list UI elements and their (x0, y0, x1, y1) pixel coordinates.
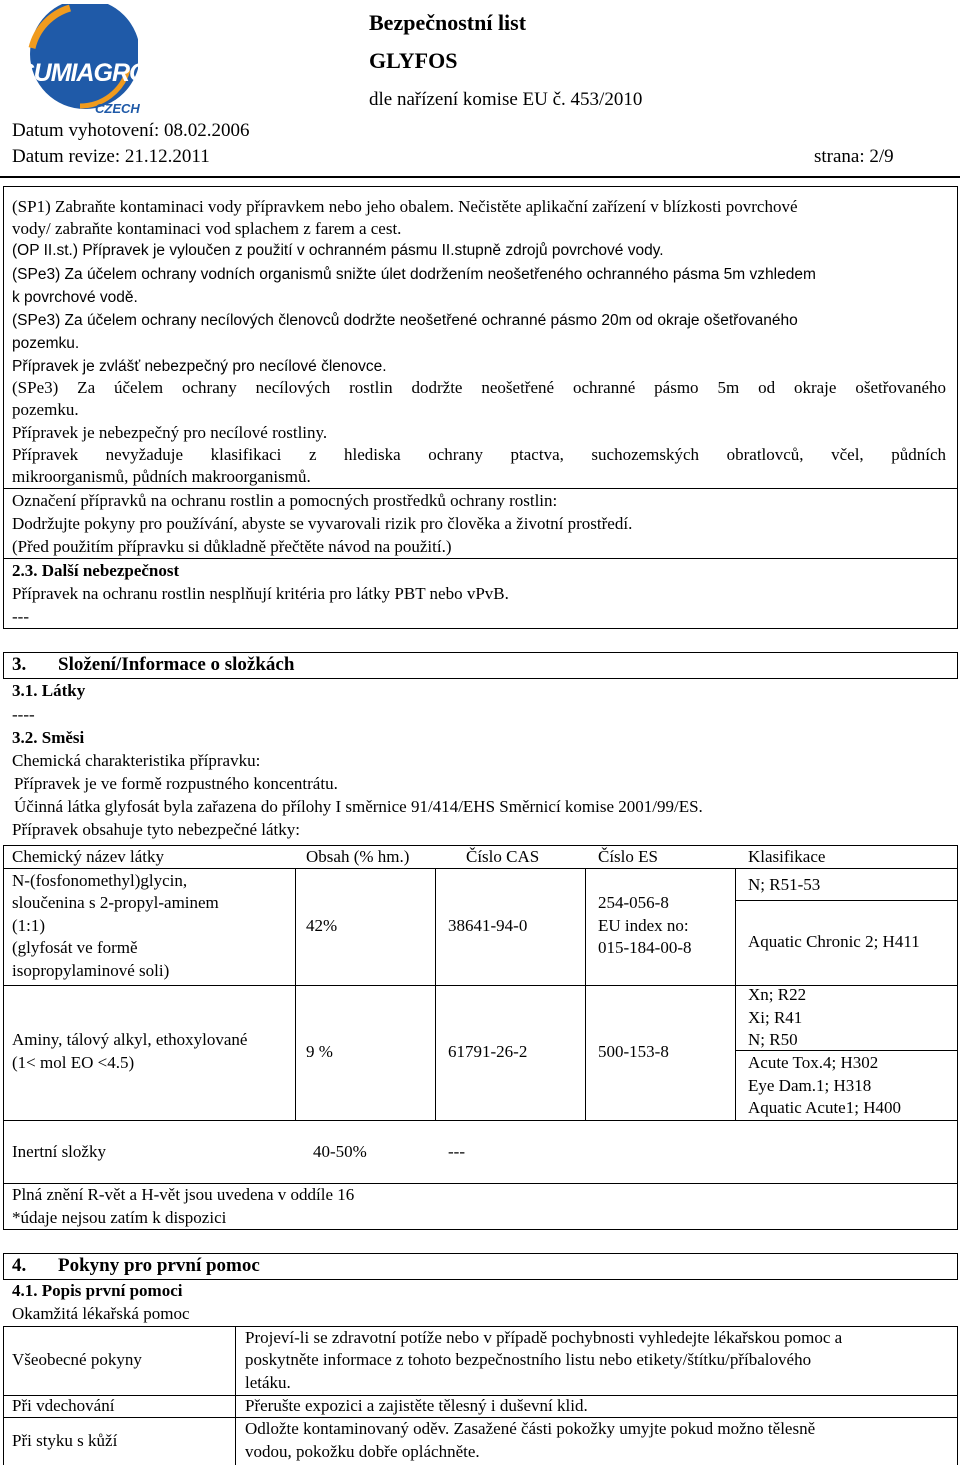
document-title: Bezpečnostní list (369, 10, 527, 35)
section4-number: 4. (12, 1255, 27, 1276)
text-line: Přípravek obsahuje tyto nebezpečné látky: (12, 820, 300, 839)
product-name: GLYFOS (369, 48, 458, 73)
text-line: Přípravek je ve formě rozpustného koncentrátu. (14, 774, 338, 793)
text-line: Účinná látka glyfosát byla zařazena do přílohy I směrnice 91/414/EHS Směrnicí komise 2001/99/ES. (14, 797, 703, 816)
header-divider (0, 176, 960, 178)
table-rule (957, 1326, 958, 1465)
text-line: (SP1) Zabraňte kontaminaci vody přípravkem nebo jeho obalem. Nečistěte aplikační zařízení v blízkosti povrchové (12, 197, 798, 216)
company-logo (10, 4, 148, 119)
subsection-heading: 3.2. Směsi (12, 728, 85, 747)
table-cell: (1< mol EO <4.5) (12, 1053, 135, 1072)
table-cell: 500-153-8 (598, 1042, 669, 1061)
table-rule (957, 845, 958, 1229)
table-cell: 42% (306, 916, 338, 935)
table-cell: 38641-94-0 (448, 916, 528, 935)
table-cell: 9 % (306, 1042, 333, 1061)
first-aid-text: Projeví-li se zdravotní potíže nebo v případě pochybnosti vyhledejte lékařskou pomoc a (245, 1328, 843, 1347)
table-note: Plná znění R-vět a H-vět jsou uvedena v oddíle 16 (12, 1185, 355, 1204)
table-note: *údaje nejsou zatím k dispozici (12, 1208, 227, 1227)
text-line: pozemku. (12, 335, 80, 352)
table-cell: N; R50 (748, 1030, 798, 1049)
table-cell: (1:1) (12, 916, 46, 935)
section4-title: Pokyny pro první pomoc (58, 1255, 260, 1276)
table-cell: Aminy, tálový alkyl, ethoxylované (12, 1030, 248, 1049)
text-line: Označení přípravků na ochranu rostlin a pomocných prostředků ochrany rostlin: (12, 491, 558, 510)
text-line: (SPe3) Za účelem ochrany necílových členovců dodržte neošetřené ochranné pásmo 20m od okraje ošetřovaného (12, 312, 798, 329)
first-aid-label: Při vdechování (12, 1396, 115, 1415)
text-line: mikroorganismů, půdních makroorganismů. (12, 467, 311, 486)
subsection-heading: 3.1. Látky (12, 681, 86, 700)
text-line: k povrchové vodě. (12, 289, 138, 306)
text-line: (OP II.st.) Přípravek je vyloučen z použití v ochranném pásmu II.stupně zdrojů povrchové vody. (12, 242, 664, 259)
subsection-heading: 2.3. Další nebezpečnost (12, 561, 180, 580)
text-line: Přípravek na ochranu rostlin nesplňují kritéria pro látky PBT nebo vPvB. (12, 584, 509, 603)
table-rule (585, 868, 586, 1120)
text-line: ---- (12, 705, 35, 724)
text-line: (SPe3) Za účelem ochrany necílových rostlin dodržte neošetřené ochranné pásmo 5m od okraje ošetřovaného (12, 378, 946, 397)
table-cell: Xn; R22 (748, 985, 807, 1004)
table-cell: Aquatic Acute1; H400 (748, 1098, 901, 1117)
text-line: Okamžitá lékařská pomoc (12, 1304, 190, 1323)
table-rule (735, 868, 736, 1120)
first-aid-text: Přerušte expozici a zajistěte tělesný i duševní klid. (245, 1396, 588, 1415)
text-line: Přípravek je nebezpečný pro necílové rostliny. (12, 423, 328, 442)
logo-text: SUMIAGRO (18, 59, 148, 87)
text-line: (Před použitím přípravku si důkladně přečtěte návod na použití.) (12, 537, 452, 556)
text-line: --- (12, 607, 29, 626)
table-rule (3, 845, 4, 1229)
table-header: Číslo CAS (466, 847, 540, 866)
table-cell: Xi; R41 (748, 1008, 803, 1027)
table-rule (235, 1326, 236, 1465)
first-aid-text: letáku. (245, 1373, 291, 1392)
table-rule (295, 868, 296, 1120)
table-cell: isopropylaminové soli) (12, 961, 170, 980)
table-header: Klasifikace (748, 847, 826, 866)
first-aid-text: Odložte kontaminovaný oděv. Zasažené části pokožky umyjte pokud možno tělesně (245, 1419, 816, 1438)
first-aid-text: vodou, pokožku dobře opláchněte. (245, 1442, 480, 1461)
section3-number: 3. (12, 654, 27, 675)
section2-divider (3, 558, 958, 559)
table-rule (3, 1326, 4, 1465)
table-cell: Eye Dam.1; H318 (748, 1076, 872, 1095)
regulation: dle nařízení komise EU č. 453/2010 (369, 89, 643, 110)
first-aid-label: Při styku s kůží (12, 1431, 118, 1450)
table-rule (3, 1120, 958, 1121)
table-cell: N; R51-53 (748, 875, 821, 894)
text-line: Chemická charakteristika přípravku: (12, 751, 261, 770)
table-cell: N-(fosfonomethyl)glycin, (12, 871, 188, 890)
table-cell: Aquatic Chronic 2; H411 (748, 932, 920, 951)
table-cell: Acute Tox.4; H302 (748, 1053, 879, 1072)
table-header: Číslo ES (598, 847, 658, 866)
table-cell: sloučenina s 2-propyl-aminem (12, 893, 219, 912)
first-aid-text: poskytněte informace z tohoto bezpečnostního listu nebo etikety/štítku/příbalového (245, 1350, 812, 1369)
table-header: Obsah (% hm.) (306, 847, 410, 866)
table-cell: (glyfosát ve formě (12, 938, 138, 957)
logo-subtext: CZECH (95, 101, 140, 116)
table-cell: Inertní složky (12, 1142, 106, 1161)
text-line: Dodržujte pokyny pro používání, abyste se vyvarovali rizik pro člověka a životní prostředí. (12, 514, 633, 533)
text-line: Přípravek je zvlášť nebezpečný pro necílové členovce. (12, 358, 387, 375)
created-date: Datum vyhotovení: 08.02.2006 (12, 120, 250, 141)
table-cell: 015-184-00-8 (598, 938, 692, 957)
table-header: Chemický název látky (12, 847, 165, 866)
table-rule (435, 868, 436, 1120)
table-cell: 40-50% (313, 1142, 367, 1161)
page-number: strana: 2/9 (814, 146, 894, 167)
section3-title: Složení/Informace o složkách (58, 654, 295, 675)
text-line: Přípravek nevyžaduje klasifikaci z hlediska ochrany ptactva, suchozemských obratlovců, včel, půdních (12, 445, 946, 464)
table-cell: 61791-26-2 (448, 1042, 528, 1061)
table-cell: --- (448, 1142, 465, 1161)
text-line: vody/ zabraňte kontaminaci vod splachem z farem a cest. (12, 219, 402, 238)
revision-date: Datum revize: 21.12.2011 (12, 146, 210, 167)
first-aid-label: Všeobecné pokyny (12, 1350, 142, 1369)
table-rule (735, 900, 958, 901)
subsection-heading: 4.1. Popis první pomoci (12, 1281, 183, 1300)
table-cell: EU index no: (598, 916, 689, 935)
text-line: (SPe3) Za účelem ochrany vodních organismů snižte úlet dodržením neošetřeného ochranného pásma 5m vzhledem (12, 266, 816, 283)
text-line: pozemku. (12, 400, 79, 419)
section2-divider (3, 488, 958, 489)
table-rule (3, 985, 958, 986)
table-cell: 254-056-8 (598, 893, 669, 912)
